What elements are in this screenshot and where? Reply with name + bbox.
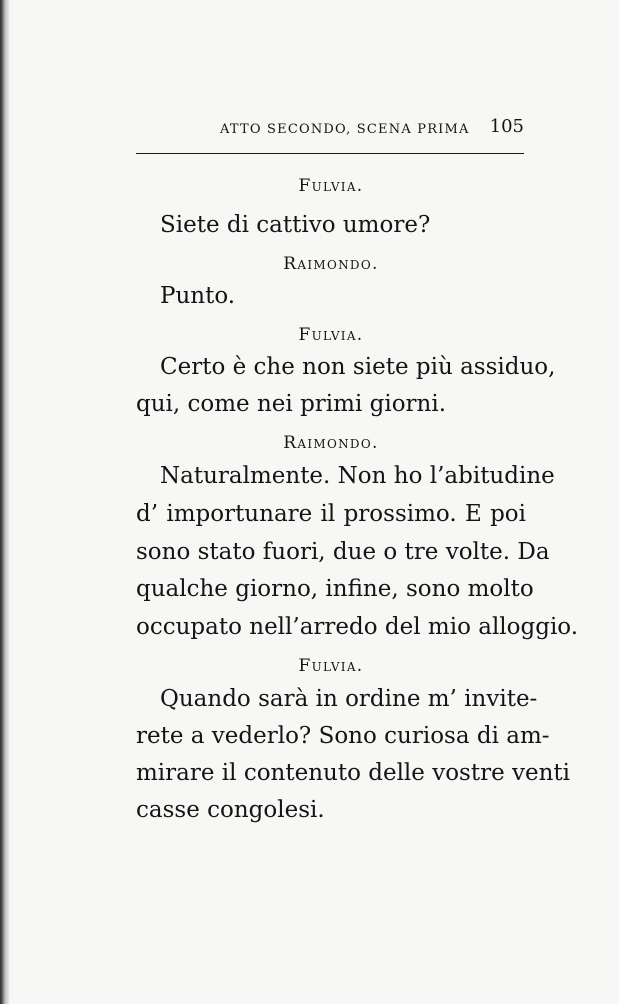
dialogue-line: Siete di cattivo umore? (160, 212, 431, 238)
dialogue-line: sono stato fuori, due o tre volte. Da (136, 539, 550, 565)
header-rule (136, 153, 524, 154)
dialogue-line: casse congolesi. (136, 797, 325, 823)
dialogue-line: Punto. (160, 283, 236, 309)
speaker-name: Fulvia. (298, 325, 364, 345)
page-header (136, 116, 526, 142)
dialogue-line: occupato nell’arredo del mio alloggio. (136, 614, 579, 640)
running-head: ATTO SECONDO, SCENA PRIMA (220, 122, 470, 137)
speaker-name: Fulvia. (298, 176, 364, 196)
dialogue-line: Certo è che non siete più assiduo, (160, 354, 556, 380)
speaker-name: Fulvia. (298, 656, 364, 676)
dialogue-line: qualche giorno, infine, sono molto (136, 576, 534, 602)
speaker-name: Raimondo. (283, 254, 379, 274)
page-number: 105 (489, 116, 524, 137)
dialogue-line: Naturalmente. Non ho l’abitudine (160, 463, 555, 489)
dialogue-line: qui, come nei primi giorni. (136, 391, 447, 417)
dialogue-line: rete a vederlo? Sono curiosa di am- (136, 723, 550, 749)
page-binding-edge (0, 0, 10, 1004)
dialogue-line: d’ importunare il prossimo. E poi (136, 501, 526, 527)
speaker-name: Raimondo. (283, 433, 379, 453)
dialogue-line: Quando sarà in ordine m’ invite- (160, 686, 538, 712)
dialogue-line: mirare il contenuto delle vostre venti (136, 760, 571, 786)
